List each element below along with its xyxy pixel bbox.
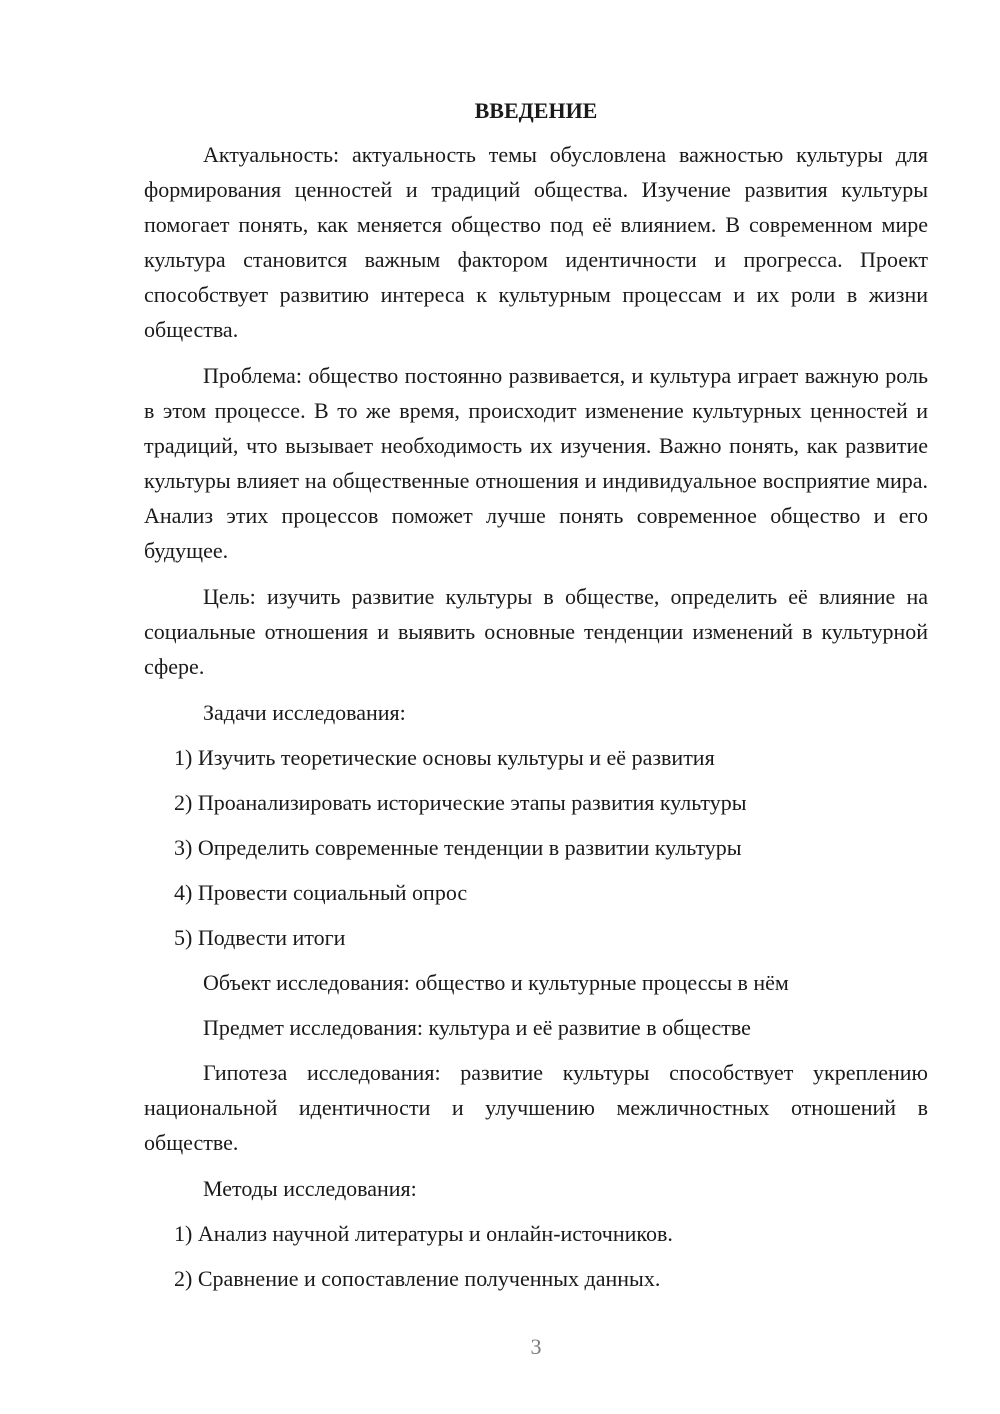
research-object: Объект исследования: общество и культурные процессы в нём bbox=[203, 970, 789, 995]
paragraph-problem: Проблема: общество постоянно развивается, и культура играет важную роль в этом процессе. В то же время, происходит изменение культурных ценностей и традиций, что вызывает необходимость их изучения. Важно понять, как развитие культуры влияет на общественные отношения и индивидуальное восприятие мира. Анализ этих процессов поможет лучше понять современное общество и его будущее. bbox=[144, 363, 928, 563]
paragraph-relevance: Актуальность: актуальность темы обусловлена важностью культуры для формирования ценностей и традиций общества. Изучение развития культуры помогает понять, как меняется общество под её влиянием. В современном мире культура становится важным фактором идентичности и прогресса. Проект способствует развитию интереса к культурным процессам и их роли в жизни общества. bbox=[144, 142, 928, 342]
research-hypothesis: Гипотеза исследования: развитие культуры способствует укреплению национальной идентичности и улучшению межличностных отношений в обществе. bbox=[144, 1060, 928, 1155]
method-item: 2) Сравнение и сопоставление полученных данных. bbox=[174, 1266, 661, 1291]
paragraph-goal: Цель: изучить развитие культуры в обществе, определить её влияние на социальные отношения и выявить основные тенденции изменений в культурной сфере. bbox=[144, 584, 928, 679]
page-number: 3 bbox=[530, 1334, 542, 1359]
document-title: ВВЕДЕНИЕ bbox=[474, 98, 598, 123]
task-item: 4) Провести социальный опрос bbox=[174, 880, 468, 905]
task-item: 5) Подвести итоги bbox=[174, 925, 346, 950]
research-subject: Предмет исследования: культура и её развитие в обществе bbox=[203, 1015, 751, 1040]
task-item: 3) Определить современные тенденции в развитии культуры bbox=[174, 835, 742, 860]
task-item: 1) Изучить теоретические основы культуры и её развития bbox=[174, 745, 715, 770]
document-page bbox=[144, 96, 928, 1306]
methods-heading: Методы исследования: bbox=[203, 1176, 417, 1201]
method-item: 1) Анализ научной литературы и онлайн-источников. bbox=[174, 1221, 673, 1246]
tasks-heading: Задачи исследования: bbox=[203, 700, 406, 725]
task-item: 2) Проанализировать исторические этапы развития культуры bbox=[174, 790, 747, 815]
